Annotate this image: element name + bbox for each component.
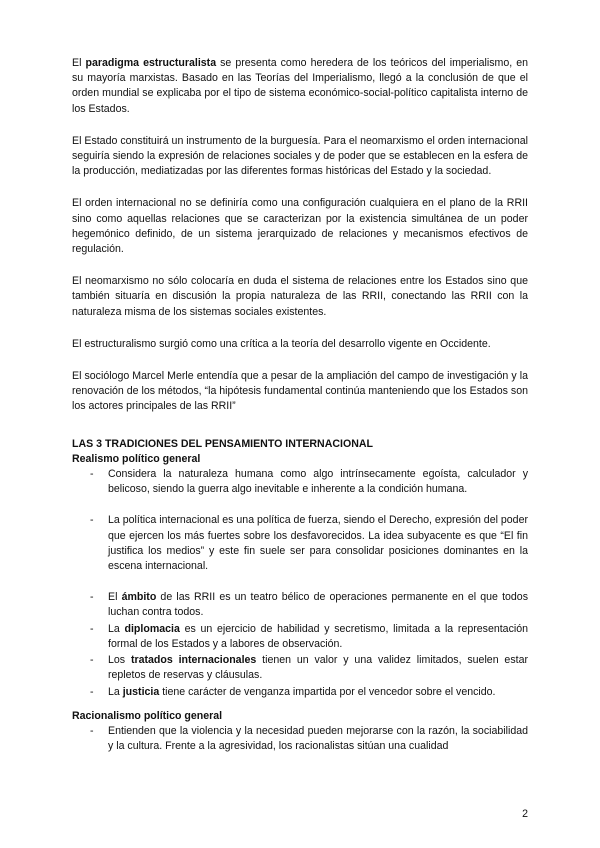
page-number: 2 (522, 808, 528, 820)
paragraph-2: El Estado constituirá un instrumento de la burguesía. Para el neomarxismo el orden internacional seguiría siendo la expresión de relaciones sociales y de poder que se establecen en la esfera de la producción, mediatizadas por las diferentes formas históricas del Estado y la sociedad. (72, 134, 528, 178)
paragraph-3: El orden internacional no se definiría como una configuración cualquiera en el plano de la RRII sino como aquellas relaciones que se caracterizan por la existencia simultánea de un poder hegemónico definido, de un sistema jerarquizado de relaciones y mecanismos efectivos de regulación. (72, 197, 528, 256)
list-item: - Los tratados internacionales tienen un valor y una validez limitados, suelen estar repletos de reservas y cláusulas. (90, 654, 528, 682)
section-title: LAS 3 TRADICIONES DEL PENSAMIENTO INTERNACIONAL (72, 437, 373, 450)
list-item: - Entienden que la violencia y la necesidad pueden mejorarse con la razón, la sociabilidad y la cultura. Frente a la agresividad, los racionalistas sitúan una cualidad (90, 724, 528, 753)
list-item: - La justicia tiene carácter de venganza impartida por el vencedor sobre el vencido. (72, 685, 528, 700)
list-item: - La diplomacia es un ejercicio de habilidad y secretismo, limitada a la representación formal de los Estados y a labores de observación. (90, 622, 529, 650)
paragraph-6: El sociólogo Marcel Merle entendía que a pesar de la ampliación del campo de investigación y la renovación de los métodos, “la hipótesis fundamental continúa manteniendo que los Estados son los actores principales de las RRII” (72, 370, 528, 413)
bold-term: paradigma estructuralista (85, 57, 217, 69)
dash-bullet: - (90, 468, 94, 481)
racionalismo-list (72, 724, 528, 754)
dash-bullet: - (90, 654, 94, 667)
racionalismo-heading: Racionalismo político general (72, 709, 223, 722)
dash-bullet: - (90, 591, 94, 604)
list-item: - El ámbito de las RRII es un teatro bélico de operaciones permanente en el que todos luchan contra todos. (90, 591, 528, 619)
dash-bullet: - (90, 622, 94, 635)
list-item: - Considera la naturaleza humana como algo intrínsecamente egoísta, calculador y belicoso, siendo la guerra algo inevitable e inherente a la condición humana. (90, 468, 528, 496)
dash-bullet: - (90, 685, 94, 698)
realismo-heading: Realismo político general (72, 452, 201, 465)
paragraph-1: El paradigma estructuralista se presenta como heredera de los teóricos del imperialismo, en su mayoría marxistas. Basado en las Teorías del Imperialismo, llegó a la conclusión de que el orden mundial se explicaba por el tipo de sistema económico-social-político capitalista interno de los Estados. (72, 57, 528, 115)
dash-bullet: - (90, 514, 94, 527)
list-item: - La política internacional es una política de fuerza, siendo el Derecho, expresión del poder que ejercen los más fuertes sobre los desfavorecidos. La idea subyacente es que “El fin justifica los medios” y este fin suele ser para consolidar posiciones dominantes en la escena internacional. (90, 514, 528, 573)
dash-bullet: - (90, 724, 94, 737)
paragraph-5: El estructuralismo surgió como una crítica a la teoría del desarrollo vigente en Occidente. (72, 337, 491, 350)
realismo-list (72, 467, 528, 700)
paragraph-4: El neomarxismo no sólo colocaría en duda el sistema de relaciones entre los Estados sino que también situaría en discusión la propia naturaleza de las RRII, conectando las RRII con la naturaleza misma de los sistemas sociales existentes. (72, 275, 528, 318)
